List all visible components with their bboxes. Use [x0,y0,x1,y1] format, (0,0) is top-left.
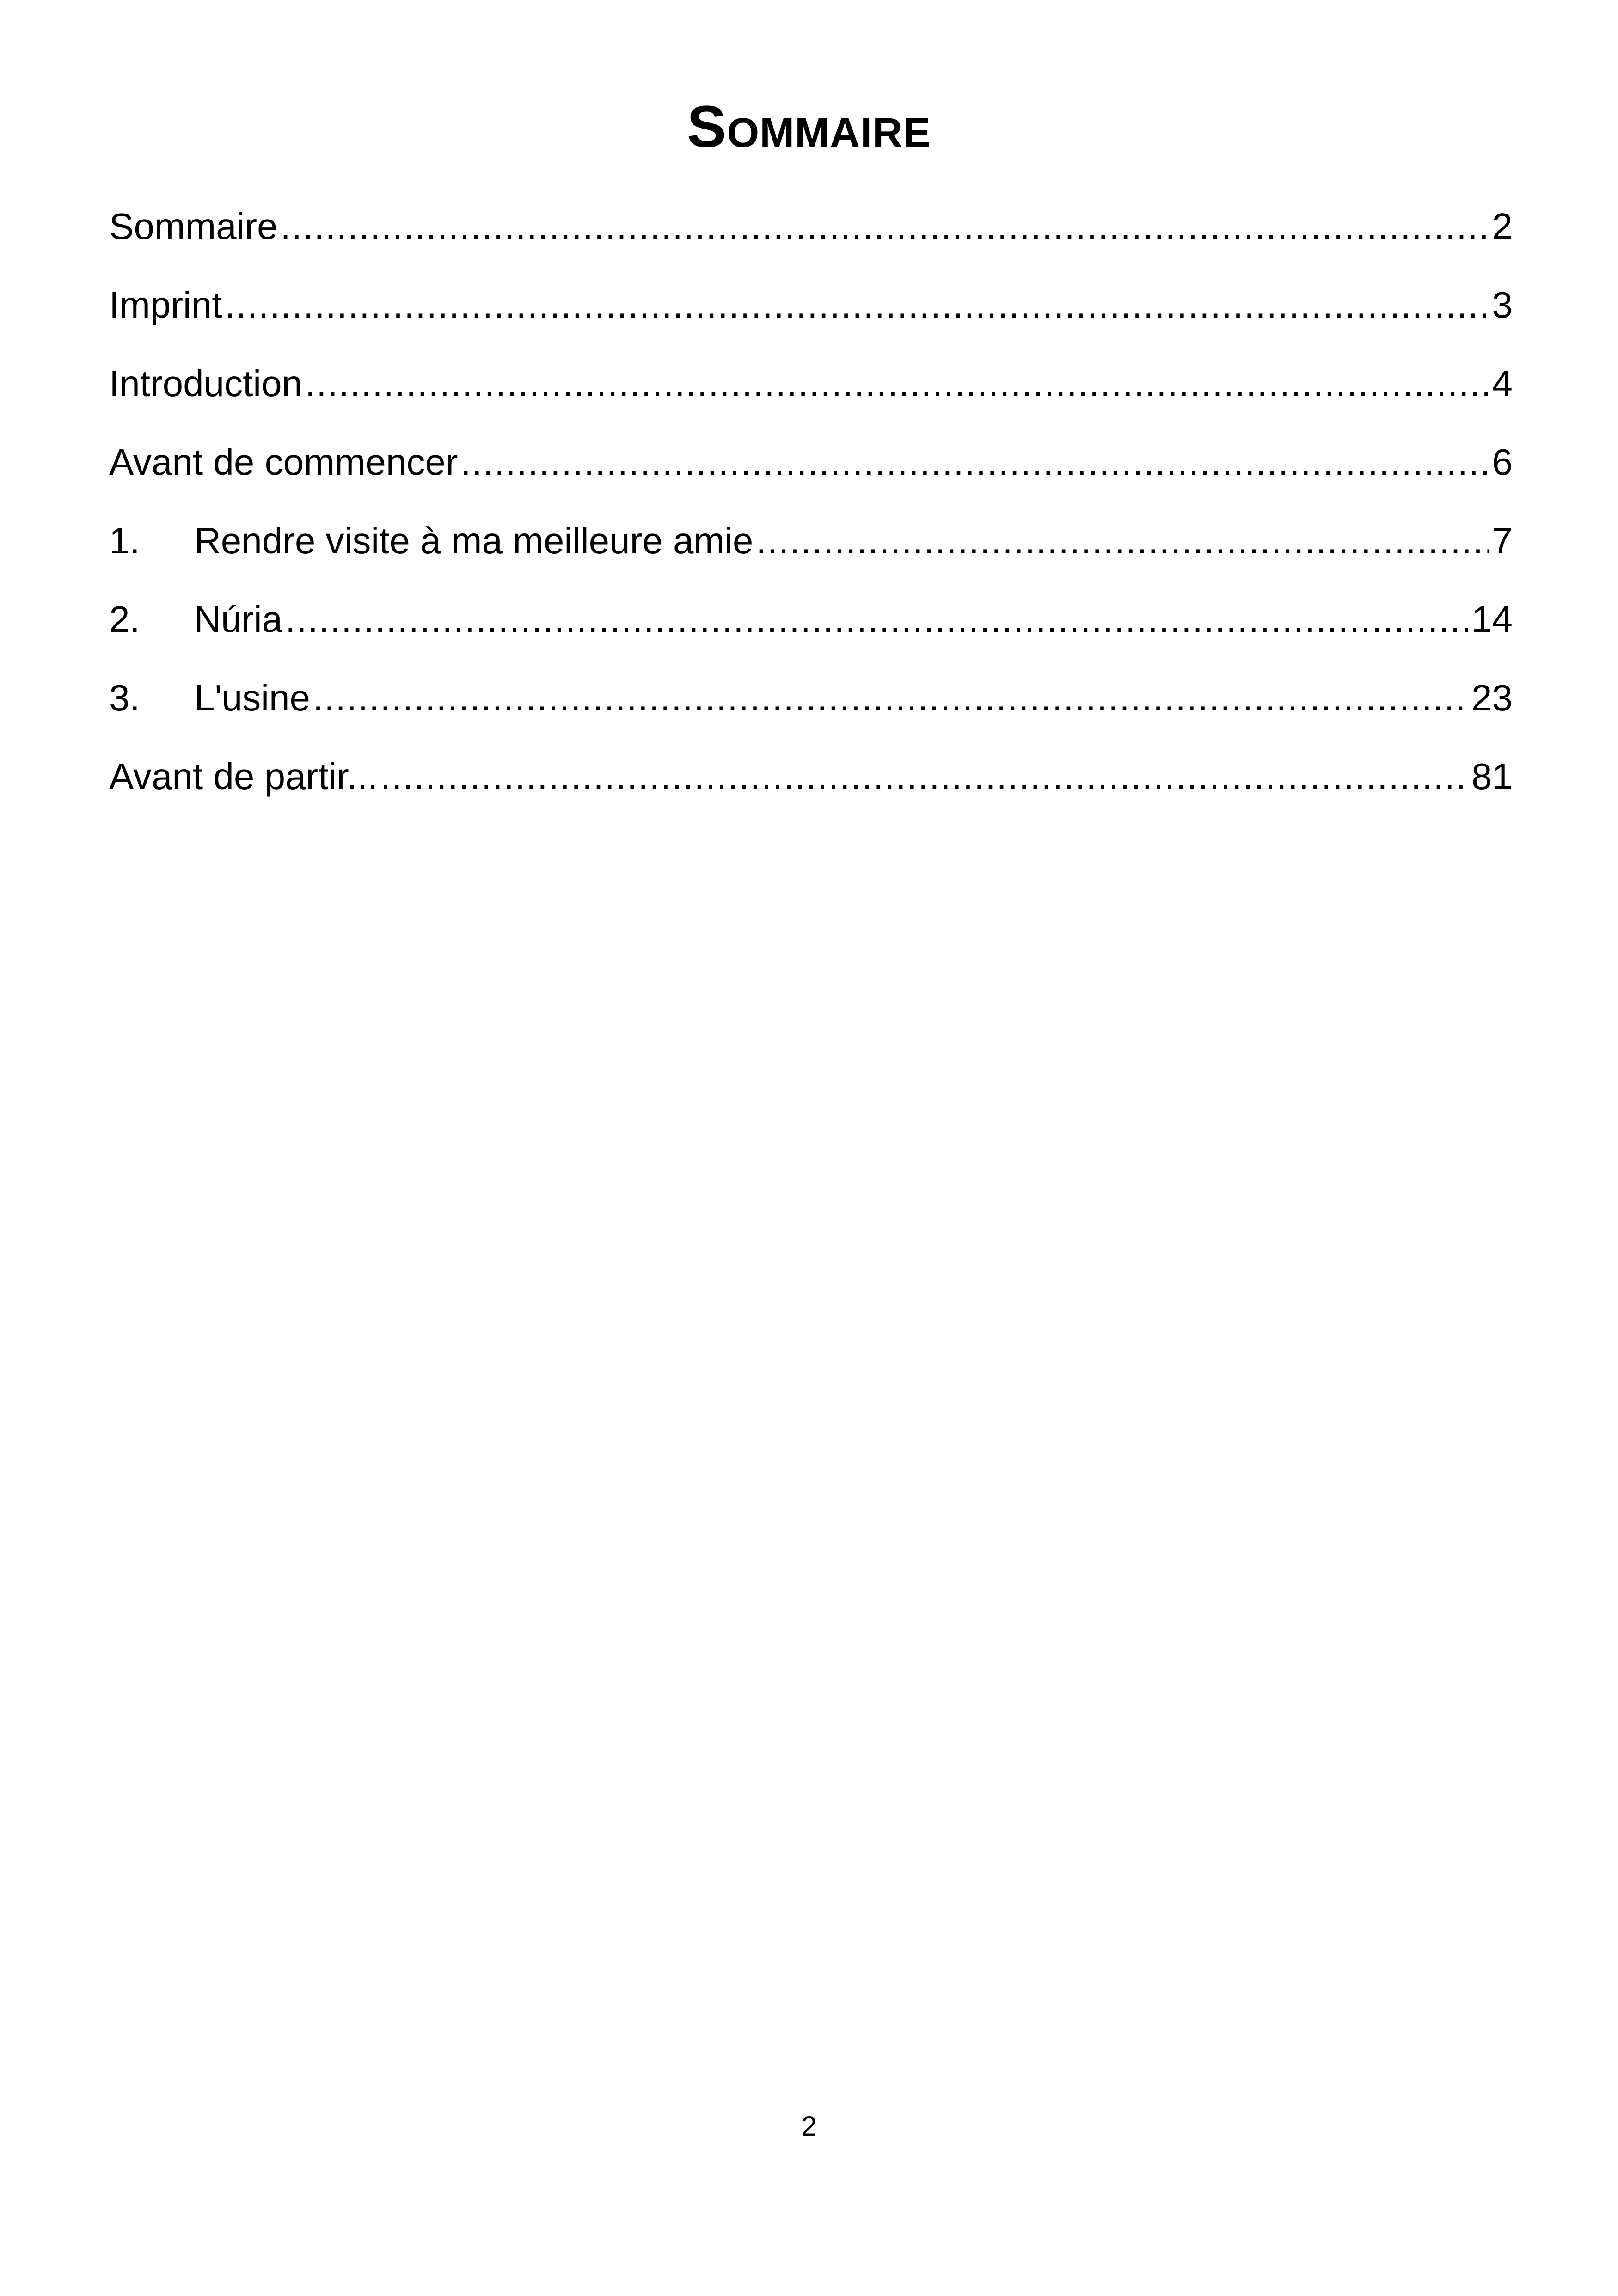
toc-entry-label: Rendre visite à ma meilleure amie [194,520,754,561]
toc-dot-leader [305,356,1489,411]
toc-entry-page: 14 [1471,599,1513,640]
toc-entry-label: L'usine [194,677,311,718]
toc-entry-chapter-1[interactable] [109,513,1513,592]
toc-entry-page: 6 [1492,441,1513,483]
toc-entry-imprint[interactable] [109,277,1513,356]
toc-entry-number: 3. [109,677,140,718]
toc-entry-chapter-2[interactable] [109,592,1513,670]
page-number: 2 [801,2111,817,2142]
toc-entry-page: 7 [1492,520,1513,561]
toc-entry-label: Introduction [109,363,303,404]
toc-entry-page: 23 [1471,677,1513,718]
toc-entry-avant-de-commencer[interactable] [109,435,1513,513]
toc-entry-label: Avant de commencer [109,441,458,483]
toc-entry-number: 1. [109,520,140,561]
toc-entry-label: Imprint [109,284,222,325]
toc-entry-label: Núria [194,599,283,640]
toc-entry-chapter-3[interactable] [109,670,1513,749]
toc-entry-page: 2 [1492,206,1513,247]
toc-dot-leader [281,199,1489,254]
toc-dot-leader [380,749,1469,804]
toc-entry-avant-de-partir[interactable] [109,749,1513,827]
toc-entry-label: Avant de partir... [109,756,378,797]
toc-entry-page: 4 [1492,363,1513,404]
toc-dot-leader [313,670,1469,726]
toc-dot-leader [285,592,1469,647]
toc-entry-page: 81 [1471,756,1513,797]
toc-entry-page: 3 [1492,284,1513,325]
table-of-contents [109,199,1513,827]
toc-dot-leader [756,513,1489,569]
page-title: Sommaire [686,94,932,160]
toc-entry-introduction[interactable] [109,356,1513,435]
toc-dot-leader [460,435,1489,490]
toc-dot-leader [225,277,1489,333]
toc-entry-label: Sommaire [109,206,278,247]
toc-entry-number: 2. [109,599,140,640]
toc-entry-sommaire[interactable] [109,199,1513,277]
